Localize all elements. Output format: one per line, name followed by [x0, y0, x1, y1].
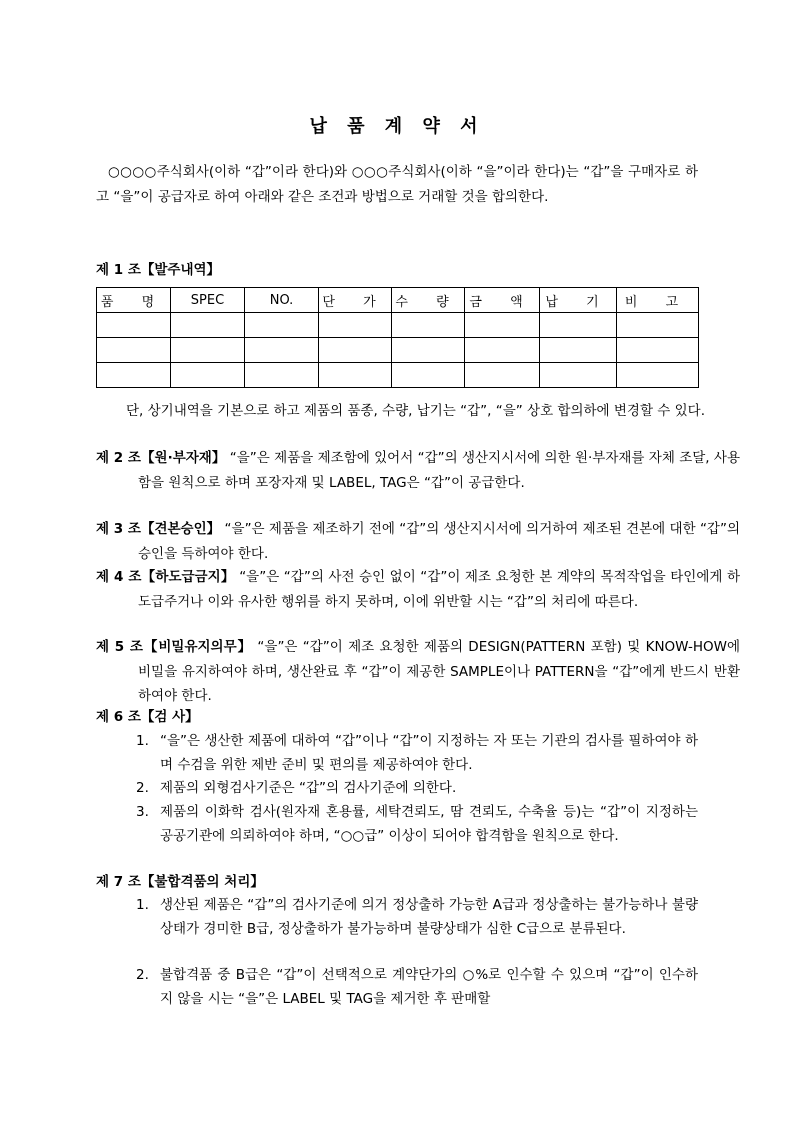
table-cell: [171, 363, 245, 388]
table-cell: [392, 363, 465, 388]
table-cell: [617, 338, 699, 363]
intro-paragraph: ○○○○주식회사(이하 “갑”이라 한다)와 ○○○주식회사(이하 “을”이라 한다)는 “갑”을 구매자로 하고 “을”이 공급자로 하여 아래와 같은 조건과 방법으로 거래할 것을 합의한다.: [96, 164, 698, 205]
item-text: “을”은 생산한 제품에 대하여 “갑”이나 “갑”이 지정하는 자 또는 기관의 검사를 필하여야 하며 수검을 위한 제반 준비 및 편의를 제공하여야 한다.: [160, 733, 698, 773]
article-7-heading: 제 7 조【불합격품의 처리】: [96, 874, 264, 890]
item-number: 3.: [136, 804, 149, 820]
item-text: 불합격품 중 B급은 “갑”이 선택적으로 계약단가의 ○%로 인수할 수 있으며 “갑”이 인수하지 않을 시는 “을”은 LABEL 및 TAG을 제거한 후 판매할: [160, 967, 698, 1007]
article-5: [96, 635, 740, 709]
table-cell: [465, 363, 540, 388]
column-header: NO.: [245, 288, 319, 313]
table-cell: [465, 338, 540, 363]
column-header: 수 량: [392, 288, 465, 313]
item-number: 1.: [136, 733, 149, 749]
table-cell: [245, 363, 319, 388]
item-text: 생산된 제품은 “갑”의 검사기준에 의거 정상출하 가능한 A급과 정상출하는 불가능하나 불량상태가 경미한 B급, 정상출하가 불가능하며 불량상태가 심한 C급으로 분류된다.: [160, 897, 698, 937]
table-header-row: [97, 288, 699, 313]
item-text: 제품의 이화학 검사(원자재 혼용률, 세탁견뢰도, 땀 견뢰도, 수축율 등)는 “갑”이 지정하는 공공기관에 의뢰하여야 하며, “○○급” 이상이 되어야 합격함을 원칙으로 한다.: [160, 804, 698, 844]
article-3: [96, 517, 740, 566]
column-header: 비 고: [617, 288, 699, 313]
table-cell: [97, 363, 171, 388]
table-cell: [617, 313, 699, 338]
article-3-body: “을”은 제품을 제조하기 전에 “갑”의 생산지시서에 의거하여 제조된 견본에 대한 “갑”의 승인을 득하여야 한다.: [138, 521, 741, 562]
table-cell: [617, 363, 699, 388]
table-row: [97, 363, 699, 388]
article-5-heading: 제 5 조【비밀유지의무】: [96, 639, 253, 655]
article-1-note: 단, 상기내역을 기본으로 하고 제품의 품종, 수량, 납기는 “갑”, “을” 상호 합의하에 변경할 수 있다.: [126, 403, 705, 419]
article-3-heading: 제 3 조【견본승인】: [96, 521, 221, 537]
article-1-heading: 제 1 조【발주내역】: [96, 262, 221, 278]
table-cell: [319, 363, 392, 388]
order-table: [96, 287, 699, 388]
article-5-body: “을”은 “갑”이 제조 요청한 제품의 DESIGN(PATTERN 포함) 및 KNOW-HOW에 비밀을 유지하여야 하며, 생산완료 후 “갑”이 제공한 SAMPLE이나 PATTERN을 “갑”에게 반드시 반환하여야 한다.: [138, 639, 741, 704]
table-cell: [319, 313, 392, 338]
article-7-item: [136, 964, 698, 1011]
table-cell: [97, 313, 171, 338]
article-6-item: [136, 801, 698, 848]
article-4: [96, 565, 740, 614]
table-cell: [540, 313, 617, 338]
article-7-item: [136, 894, 698, 941]
table-row: [97, 338, 699, 363]
article-4-body: “을”은 “갑”의 사전 승인 없이 “갑”이 제조 요청한 본 계약의 목적작업을 타인에게 하도급주거나 이와 유사한 행위를 하지 못하며, 이에 위반할 시는 “갑”의 처리에 따른다.: [138, 569, 740, 610]
item-number: 2.: [136, 780, 149, 796]
table-row: [97, 313, 699, 338]
column-header: 납 기: [540, 288, 617, 313]
table-cell: [392, 313, 465, 338]
article-2-body: “을”은 제품을 제조함에 있어서 “갑”의 생산지시서에 의한 원·부자재를 자체 조달, 사용함을 원칙으로 하며 포장자재 및 LABEL, TAG은 “갑”이 공급한다.: [138, 450, 741, 491]
table-cell: [392, 338, 465, 363]
table-cell: [245, 313, 319, 338]
column-header: 단 가: [319, 288, 392, 313]
article-6-item: [136, 730, 698, 777]
table-cell: [540, 338, 617, 363]
item-number: 1.: [136, 897, 149, 913]
article-6-item: [136, 777, 698, 801]
table-cell: [171, 338, 245, 363]
column-header: SPEC: [171, 288, 245, 313]
table-cell: [319, 338, 392, 363]
item-text: 제품의 외형검사기준은 “갑”의 검사기준에 의한다.: [160, 780, 457, 796]
table-cell: [245, 338, 319, 363]
table-cell: [97, 338, 171, 363]
column-header: 품 명: [97, 288, 171, 313]
table-cell: [171, 313, 245, 338]
article-6-heading: 제 6 조【검 사】: [96, 709, 199, 725]
table-cell: [465, 313, 540, 338]
item-number: 2.: [136, 967, 149, 983]
article-4-heading: 제 4 조【하도급금지】: [96, 569, 235, 585]
article-2: [96, 446, 740, 495]
table-cell: [540, 363, 617, 388]
document-title: 납 품 계 약 서: [309, 116, 485, 137]
article-2-heading: 제 2 조【원·부자재】: [96, 450, 226, 466]
column-header: 금 액: [465, 288, 540, 313]
